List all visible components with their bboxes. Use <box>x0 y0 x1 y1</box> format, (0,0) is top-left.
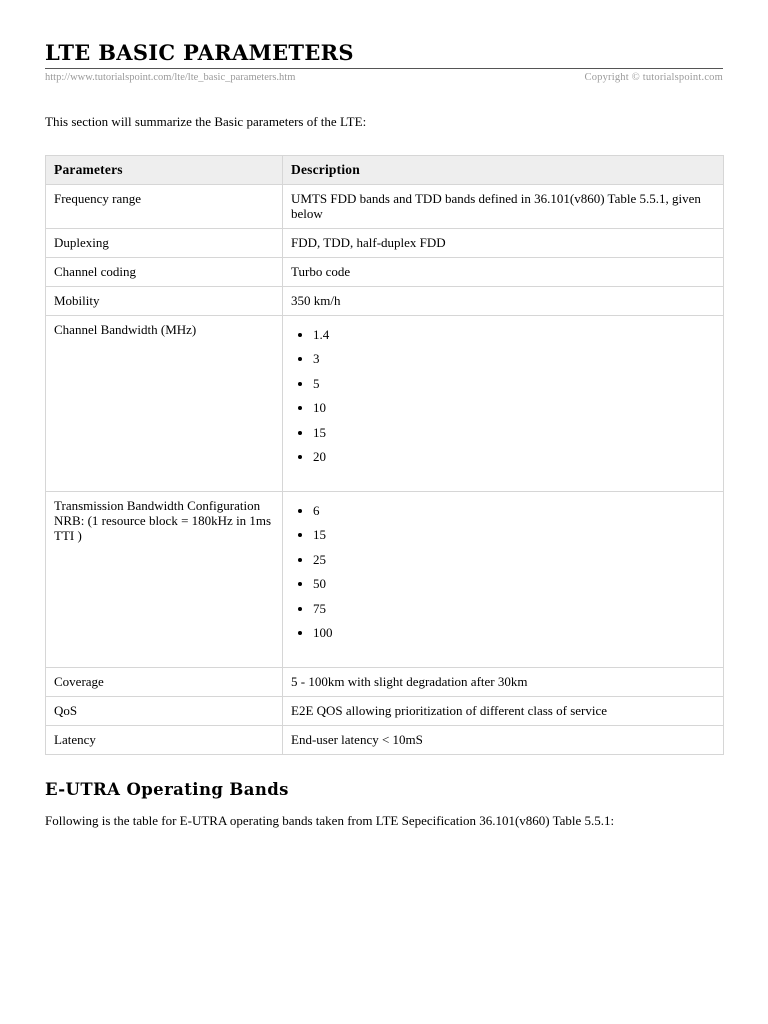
list-item: 50 <box>313 576 715 600</box>
page-title: LTE BASIC PARAMETERS <box>45 40 354 65</box>
table-row <box>46 492 724 668</box>
param-cell: Channel coding <box>46 258 283 287</box>
transmission-list <box>291 503 715 649</box>
table-row <box>46 287 724 316</box>
column-header-parameters: Parameters <box>46 156 283 185</box>
desc-cell: FDD, TDD, half-duplex FDD <box>283 229 724 258</box>
table-row <box>46 185 724 229</box>
column-header-description: Description <box>283 156 724 185</box>
param-cell: Channel Bandwidth (MHz) <box>46 316 283 492</box>
table-row <box>46 229 724 258</box>
desc-cell: UMTS FDD bands and TDD bands defined in 36.101(v860) Table 5.5.1, given below <box>283 185 724 229</box>
param-cell: QoS <box>46 697 283 726</box>
list-item: 5 <box>313 376 715 400</box>
list-item: 1.4 <box>313 327 715 351</box>
bandwidth-list <box>291 327 715 473</box>
basic-parameters-table <box>45 155 724 755</box>
list-item: 15 <box>313 425 715 449</box>
desc-cell <box>283 316 724 492</box>
desc-cell: End-user latency < 10mS <box>283 726 724 755</box>
desc-cell: 350 km/h <box>283 287 724 316</box>
title-divider <box>45 68 723 69</box>
table-row <box>46 697 724 726</box>
param-cell: Coverage <box>46 668 283 697</box>
list-item: 10 <box>313 400 715 424</box>
list-item: 100 <box>313 625 715 649</box>
list-item: 20 <box>313 449 715 473</box>
desc-cell: Turbo code <box>283 258 724 287</box>
list-item: 15 <box>313 527 715 551</box>
intro-paragraph: This section will summarize the Basic parameters of the LTE: <box>45 114 367 129</box>
table-row <box>46 726 724 755</box>
list-item: 25 <box>313 552 715 576</box>
param-cell: Latency <box>46 726 283 755</box>
table-row <box>46 316 724 492</box>
desc-cell: E2E QOS allowing prioritization of different class of service <box>283 697 724 726</box>
section-title: E-UTRA Operating Bands <box>45 780 289 799</box>
list-item: 3 <box>313 351 715 375</box>
desc-cell <box>283 492 724 668</box>
param-cell: Duplexing <box>46 229 283 258</box>
source-url[interactable]: http://www.tutorialspoint.com/lte/lte_basic_parameters.htm <box>45 72 296 83</box>
table-row <box>46 668 724 697</box>
param-cell: Frequency range <box>46 185 283 229</box>
desc-cell: 5 - 100km with slight degradation after 30km <box>283 668 724 697</box>
table-header-row <box>46 156 724 185</box>
section-paragraph: Following is the table for E-UTRA operating bands taken from LTE Sepecification 36.101(v860) Table 5.5.1: <box>45 813 615 828</box>
list-item: 6 <box>313 503 715 527</box>
list-item: 75 <box>313 601 715 625</box>
table-row <box>46 258 724 287</box>
param-cell: Mobility <box>46 287 283 316</box>
copyright-notice: Copyright © tutorialspoint.com <box>584 72 723 83</box>
param-cell: Transmission Bandwidth Configuration NRB: (1 resource block = 180kHz in 1ms TTI ) <box>46 492 283 668</box>
